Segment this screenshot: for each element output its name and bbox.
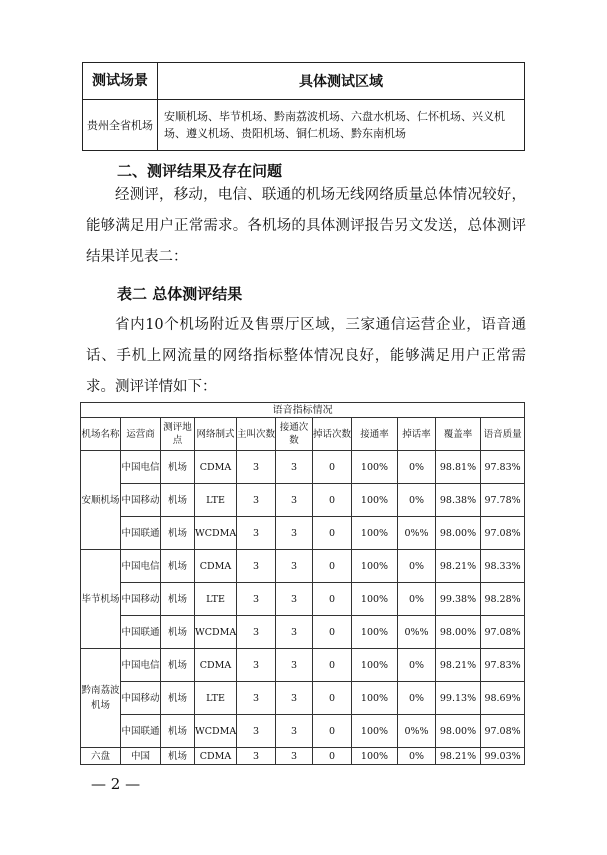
voice-indicator-table [80,402,525,765]
operator-cell: 中国电信 [121,451,161,484]
location-cell: 机场 [161,550,195,583]
drop-count-cell: 0 [313,715,352,748]
col-airport-name: 机场名称 [81,418,121,451]
col-location: 测评地点 [161,418,195,451]
drop-count-cell: 0 [313,451,352,484]
table-caption: 语音指标情况 [81,403,525,418]
table2-heading: 表二 总体测评结果 [117,285,243,303]
column-header-row [81,418,525,451]
connect-count-cell: 3 [276,583,313,616]
table-row [81,550,525,583]
table-row [81,715,525,748]
data-cell: 99.03% [481,748,525,765]
test-scene-table [82,62,525,151]
data-cell: 机场 [161,748,195,765]
voice-quality-cell: 97.83% [481,649,525,682]
location-cell: 机场 [161,484,195,517]
data-cell: 0% [398,748,436,765]
voice-quality-cell: 97.78% [481,484,525,517]
connect-rate-cell: 100% [352,484,398,517]
operator-cell: 中国 [121,748,161,765]
network-cell: WCDMA [195,517,237,550]
section-heading: 二、测评结果及存在问题 [117,162,283,180]
drop-rate-cell: 0% [398,649,436,682]
airport-name-cell: 六盘 [81,748,121,765]
drop-rate-cell: 0% [398,451,436,484]
table-row [81,517,525,550]
table-caption-row [81,403,525,418]
coverage-cell: 98.81% [436,451,481,484]
coverage-cell: 98.38% [436,484,481,517]
drop-count-cell: 0 [313,649,352,682]
drop-rate-cell: 0% [398,484,436,517]
table-row [81,484,525,517]
call-count-cell: 3 [237,451,276,484]
connect-count-cell: 3 [276,550,313,583]
voice-quality-cell: 97.83% [481,451,525,484]
test-scene-row [83,100,525,151]
drop-rate-cell: 0% [398,682,436,715]
voice-quality-cell: 97.08% [481,517,525,550]
connect-count-cell: 3 [276,484,313,517]
coverage-cell: 99.13% [436,682,481,715]
table-row [81,451,525,484]
coverage-cell: 98.21% [436,550,481,583]
network-cell: CDMA [195,550,237,583]
area-cell: 安顺机场、毕节机场、黔南荔波机场、六盘水机场、仁怀机场、兴义机场、遵义机场、贵阳机场、铜仁机场、黔东南机场 [158,100,525,151]
col-operator: 运营商 [121,418,161,451]
network-cell: WCDMA [195,715,237,748]
table-row [81,616,525,649]
col-connect-rate: 接通率 [352,418,398,451]
connect-count-cell: 3 [276,616,313,649]
table-row-partial [81,748,525,765]
operator-cell: 中国移动 [121,484,161,517]
connect-count-cell: 3 [276,517,313,550]
location-cell: 机场 [161,583,195,616]
operator-cell: 中国联通 [121,616,161,649]
connect-rate-cell: 100% [352,550,398,583]
col-network-type: 网络制式 [195,418,237,451]
voice-quality-cell: 97.08% [481,715,525,748]
call-count-cell: 3 [237,649,276,682]
data-cell: 98.21% [436,748,481,765]
call-count-cell: 3 [237,715,276,748]
connect-rate-cell: 100% [352,649,398,682]
drop-count-cell: 0 [313,550,352,583]
connect-count-cell: 3 [276,682,313,715]
location-cell: 机场 [161,715,195,748]
operator-cell: 中国电信 [121,649,161,682]
network-cell: CDMA [195,451,237,484]
location-cell: 机场 [161,517,195,550]
header-test-scene: 测试场景 [83,63,158,100]
col-drop-count: 掉话次数 [313,418,352,451]
call-count-cell: 3 [237,616,276,649]
drop-count-cell: 0 [313,484,352,517]
voice-quality-cell: 98.33% [481,550,525,583]
drop-count-cell: 0 [313,583,352,616]
drop-rate-cell: 0% [398,550,436,583]
col-coverage-rate: 覆盖率 [436,418,481,451]
voice-quality-cell: 97.08% [481,616,525,649]
drop-count-cell: 0 [313,517,352,550]
data-cell: CDMA [195,748,237,765]
location-cell: 机场 [161,649,195,682]
data-cell: 3 [237,748,276,765]
col-call-count: 主叫次数 [237,418,276,451]
airport-name-cell: 毕节机场 [81,550,121,649]
drop-rate-cell: 0%% [398,715,436,748]
drop-rate-cell: 0% [398,583,436,616]
test-scene-header-row [83,63,525,100]
drop-count-cell: 0 [313,682,352,715]
network-cell: WCDMA [195,616,237,649]
col-voice-quality: 语音质量 [481,418,525,451]
scene-cell: 贵州全省机场 [83,100,158,151]
drop-rate-cell: 0%% [398,517,436,550]
location-cell: 机场 [161,682,195,715]
connect-count-cell: 3 [276,649,313,682]
coverage-cell: 98.21% [436,649,481,682]
call-count-cell: 3 [237,484,276,517]
network-cell: LTE [195,484,237,517]
table-row [81,583,525,616]
connect-rate-cell: 100% [352,616,398,649]
data-cell: 3 [276,748,313,765]
operator-cell: 中国联通 [121,715,161,748]
col-drop-rate: 掉话率 [398,418,436,451]
paragraph-1: 经测评，移动，电信、联通的机场无线网络质量总体情况较好，能够满足用户正常需求。各机场的具体测评报告另文发送，总体测评结果详见表二： [86,187,526,265]
connect-rate-cell: 100% [352,517,398,550]
call-count-cell: 3 [237,517,276,550]
location-cell: 机场 [161,451,195,484]
header-test-area: 具体测试区域 [158,63,525,100]
table-row [81,649,525,682]
airport-name-cell: 黔南荔波机场 [81,649,121,748]
call-count-cell: 3 [237,682,276,715]
data-cell: 0 [313,748,352,765]
operator-cell: 中国移动 [121,583,161,616]
page-number: — 2 — [91,775,141,793]
col-connect-count: 接通次数 [276,418,313,451]
connect-rate-cell: 100% [352,451,398,484]
call-count-cell: 3 [237,550,276,583]
operator-cell: 中国电信 [121,550,161,583]
voice-quality-cell: 98.28% [481,583,525,616]
operator-cell: 中国移动 [121,682,161,715]
paragraph-2: 省内10个机场附近及售票厅区域，三家通信运营企业，语音通话、手机上网流量的网络指标整体情况良好，能够满足用户正常需求。测评详情如下： [86,317,526,395]
connect-count-cell: 3 [276,451,313,484]
call-count-cell: 3 [237,583,276,616]
connect-rate-cell: 100% [352,583,398,616]
table-row [81,682,525,715]
coverage-cell: 98.00% [436,715,481,748]
connect-rate-cell: 100% [352,715,398,748]
coverage-cell: 99.38% [436,583,481,616]
coverage-cell: 98.00% [436,616,481,649]
voice-quality-cell: 98.69% [481,682,525,715]
drop-count-cell: 0 [313,616,352,649]
network-cell: CDMA [195,649,237,682]
connect-rate-cell: 100% [352,682,398,715]
operator-cell: 中国联通 [121,517,161,550]
connect-count-cell: 3 [276,715,313,748]
location-cell: 机场 [161,616,195,649]
drop-rate-cell: 0%% [398,616,436,649]
data-cell: 100% [352,748,398,765]
network-cell: LTE [195,583,237,616]
airport-name-cell: 安顺机场 [81,451,121,550]
coverage-cell: 98.00% [436,517,481,550]
network-cell: LTE [195,682,237,715]
